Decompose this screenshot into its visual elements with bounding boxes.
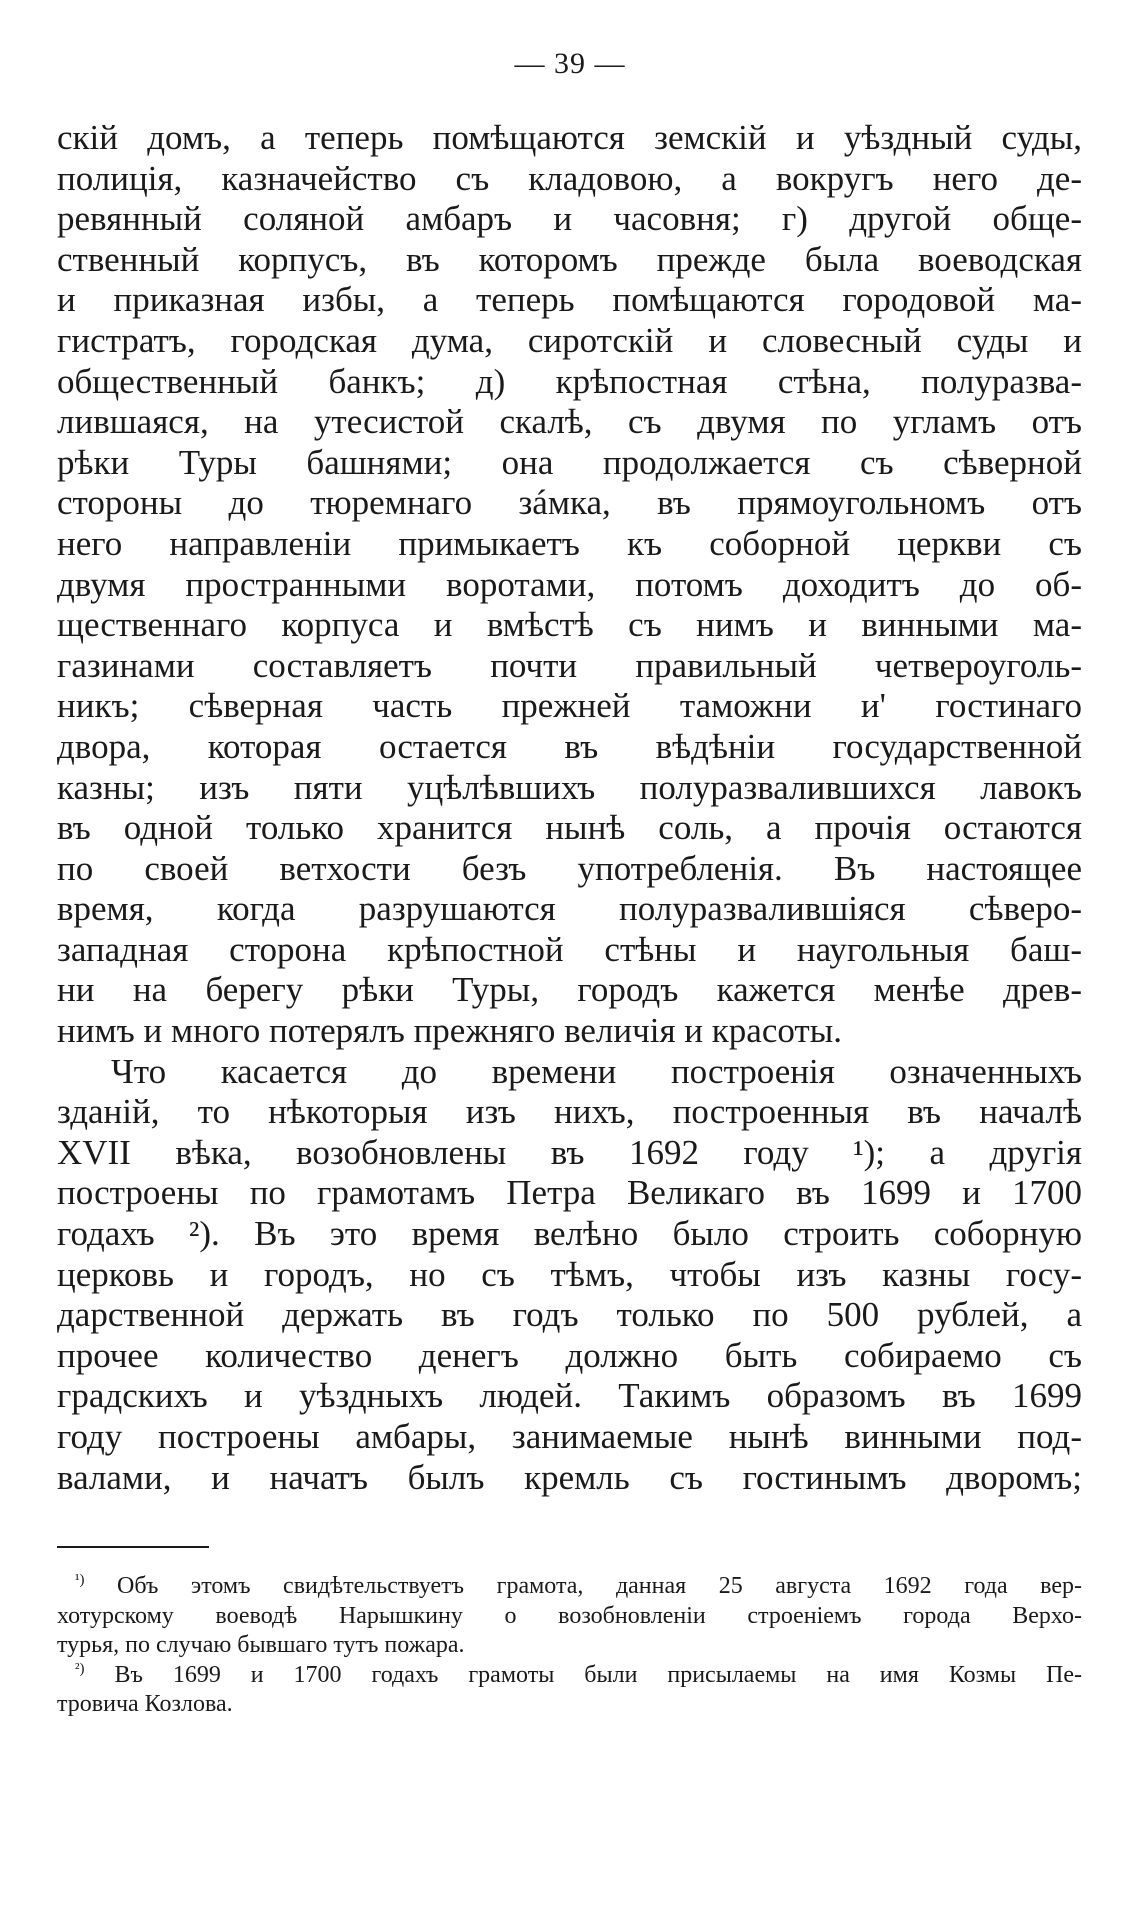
footnote-divider [57, 1546, 209, 1548]
text-line: дарственной держать въ годъ только по 500 рублей, а [57, 1295, 1082, 1335]
text-line: годахъ ²). Въ это время велѣно было строить соборную [57, 1214, 1082, 1254]
text-line: по своей ветхости безъ употребленія. Въ настоящее [57, 848, 1082, 888]
footnotes [57, 1572, 1082, 1720]
footnote-text: Объ этомъ свидѣтельствуетъ грамота, данная 25 августа 1692 года вер- [117, 1573, 1082, 1599]
text-line: двумя пространными воротами, потомъ доходитъ до об- [57, 564, 1082, 604]
text-line: никъ; сѣверная часть прежней таможни и' гостинаго [57, 686, 1082, 726]
text-line: церковь и городъ, но съ тѣмъ, чтобы изъ казны госу- [57, 1254, 1082, 1294]
text-line: году построены амбары, занимаемые нынѣ винными под- [57, 1417, 1082, 1456]
text-line: валами, и начатъ былъ кремль съ гостинымъ дворомъ; [57, 1457, 1082, 1497]
footnote-line: хотурскому воеводѣ Нарышкину о возобновленіи строеніемъ города Верхо- [57, 1602, 1082, 1629]
text-line: зданій, то нѣкоторыя изъ нихъ, построенныя въ началѣ [57, 1092, 1082, 1132]
text-line: построены по грамотамъ Петра Великаго въ 1699 и 1700 [57, 1173, 1082, 1213]
page-number: — 39 — [514, 47, 626, 80]
footnote-marker: ²) [75, 1660, 85, 1677]
footnote-line: турья, по случаю бывшаго тутъ пожара. [57, 1632, 465, 1658]
text-line: полиція, казначейство съ кладовою, а вокругъ него де- [57, 158, 1082, 198]
text-line: газинами составляетъ почти правильный четвероуголь- [57, 645, 1082, 685]
footnote-2 [57, 1661, 1082, 1691]
text-line: гистратъ, городская дума, сиротскій и словесный суды и [57, 320, 1082, 360]
main-text [57, 118, 1082, 1498]
text-line: градскихъ и уѣздныхъ людей. Такимъ образомъ въ 1699 [57, 1376, 1082, 1416]
text-line: западная сторона крѣпостной стѣны и наугольныя баш- [57, 929, 1082, 969]
text-line: время, когда разрушаются полуразвалившіяся сѣверо- [57, 889, 1082, 929]
paragraph-start-line: Что касается до времени построенія означенныхъ [111, 1051, 1082, 1091]
text-line: двора, которая остается въ вѣдѣніи государственной [57, 726, 1082, 766]
text-line: нимъ и много потерялъ прежняго величія и красоты. [57, 1011, 842, 1051]
text-line: и приказная избы, а теперь помѣщаются городовой ма- [57, 280, 1082, 320]
text-line: скій домъ, а теперь помѣщаются земскій и уѣздный суды, [57, 118, 1082, 157]
text-line: общественный банкъ; д) крѣпостная стѣна, полуразва- [57, 361, 1082, 401]
footnote-1 [57, 1572, 1082, 1602]
text-line: стороны до тюремнаго зáмка, въ прямоугольномъ отъ [57, 483, 1082, 523]
text-line: въ одной только хранится нынѣ соль, а прочія остаются [57, 808, 1082, 848]
text-line: XVII вѣка, возобновлены въ 1692 году ¹); а другія [57, 1132, 1082, 1172]
text-line: щественнаго корпуса и вмѣстѣ съ нимъ и винными ма- [57, 605, 1082, 645]
text-line: ревянный соляной амбаръ и часовня; г) другой обще- [57, 199, 1082, 239]
text-line: него направленіи примыкаетъ къ соборной церкви съ [57, 523, 1082, 563]
text-line: рѣки Туры башнями; она продолжается съ сѣверной [57, 442, 1082, 482]
text-line: прочее количество денегъ должно быть собираемо съ [57, 1335, 1082, 1375]
text-line: ственный корпусъ, въ которомъ прежде была воеводская [57, 239, 1082, 279]
text-line: казны; изъ пяти уцѣлѣвшихъ полуразвалившихся лавокъ [57, 767, 1082, 807]
footnote-text: Въ 1699 и 1700 годахъ грамоты были присылаемы на имя Козмы Пе- [114, 1661, 1082, 1688]
text-line: ни на берегу рѣки Туры, городъ кажется менѣе древ- [57, 970, 1082, 1010]
footnote-marker: ¹) [75, 1572, 85, 1588]
footnote-line: тровича Козлова. [57, 1691, 233, 1717]
text-line: лившаяся, на утесистой скалѣ, съ двумя по угламъ отъ [57, 402, 1082, 442]
